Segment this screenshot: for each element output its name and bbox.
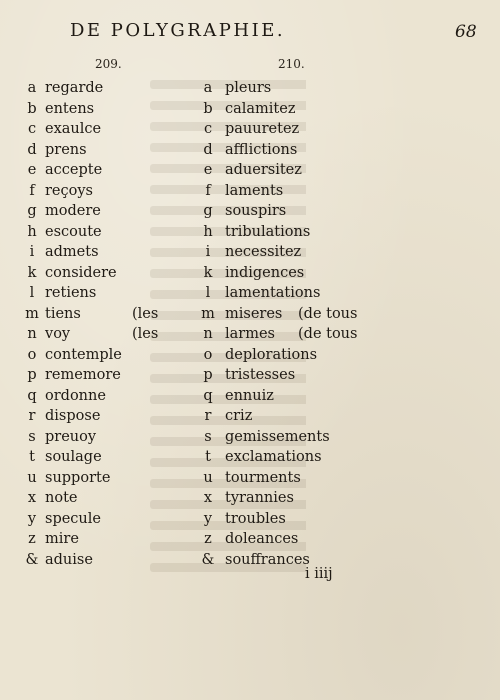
left-key-letter: l [29, 285, 35, 301]
right-key-letter: i [205, 244, 211, 260]
folio-number: 68 [455, 22, 477, 42]
table-row [0, 78, 500, 99]
right-cipher-word: larmes [225, 326, 275, 342]
right-cipher-word: tristesses [225, 367, 296, 383]
table-row [0, 488, 500, 509]
right-key-letter: f [205, 182, 211, 199]
left-key-letter: x [27, 490, 37, 506]
table-row [0, 201, 500, 222]
left-key-letter: n [27, 326, 37, 342]
table-row [0, 222, 500, 243]
table-row [0, 324, 500, 345]
right-key-letter: x [203, 490, 213, 506]
right-cipher-word: lamentations [225, 285, 321, 301]
right-cipher-word: pauuretez [225, 121, 300, 137]
right-key-letter: p [203, 367, 213, 383]
signature-mark: i iiij [305, 566, 333, 582]
table-row [0, 345, 500, 366]
table-number-left: 209. [95, 57, 122, 71]
left-cipher-word: reçoys [45, 182, 93, 199]
left-key-letter: i [29, 244, 35, 260]
left-cipher-word: ordonne [45, 387, 106, 404]
table-row [0, 468, 500, 489]
left-bracket-note: (les [132, 305, 159, 322]
left-cipher-word: accepte [45, 162, 103, 178]
right-key-letter: g [203, 203, 213, 219]
right-key-letter: k [203, 264, 213, 281]
running-title: DE POLYGRAPHIE. [70, 20, 286, 41]
right-cipher-word: calamitez [225, 100, 296, 117]
right-key-letter: l [205, 285, 211, 301]
right-cipher-word: gemissements [225, 428, 330, 445]
left-key-letter: h [27, 223, 37, 240]
table-row [0, 304, 500, 325]
right-key-letter: r [204, 408, 212, 424]
left-key-letter: e [27, 162, 37, 178]
right-key-letter: n [203, 326, 213, 342]
right-key-letter: m [201, 305, 215, 322]
left-key-letter: o [27, 346, 37, 363]
right-key-letter: o [203, 346, 213, 363]
right-cipher-word: tyrannies [225, 490, 294, 506]
table-row [0, 529, 500, 550]
right-cipher-word: souffrances [225, 551, 310, 568]
left-key-letter: c [27, 121, 37, 137]
left-key-letter: u [27, 469, 37, 486]
table-row [0, 427, 500, 448]
table-row [0, 283, 500, 304]
left-cipher-word: contemple [45, 346, 122, 363]
table-row [0, 509, 500, 530]
left-cipher-word: considere [45, 264, 117, 281]
right-bracket-note: (de tous [298, 305, 358, 322]
left-cipher-word: escoute [45, 223, 102, 240]
left-key-letter: d [27, 141, 37, 158]
right-cipher-word: necessitez [225, 244, 302, 260]
left-cipher-word: voy [45, 326, 71, 342]
right-key-letter: s [204, 428, 212, 445]
table-row [0, 447, 500, 468]
left-cipher-word: admets [45, 244, 99, 260]
right-bracket-note: (de tous [298, 326, 358, 342]
right-key-letter: y [203, 510, 213, 527]
table-number-right: 210. [278, 57, 305, 71]
left-key-letter: k [27, 264, 37, 281]
right-cipher-word: aduersitez [225, 162, 302, 178]
right-cipher-word: tourments [225, 469, 301, 486]
left-cipher-word: regarde [45, 80, 104, 96]
left-cipher-word: preuoy [45, 428, 97, 445]
left-cipher-word: supporte [45, 469, 111, 486]
left-key-letter: z [28, 531, 36, 547]
table-row [0, 365, 500, 386]
table-row [0, 550, 500, 571]
left-cipher-word: modere [45, 203, 101, 219]
right-cipher-word: criz [225, 408, 253, 424]
left-key-letter: p [27, 367, 37, 383]
left-key-letter: g [27, 203, 37, 219]
left-key-letter: q [27, 387, 37, 404]
right-cipher-word: ennuiz [225, 387, 274, 404]
right-cipher-word: exclamations [225, 449, 322, 465]
right-cipher-word: pleurs [225, 80, 272, 96]
left-cipher-word: dispose [45, 408, 101, 424]
left-key-letter: m [25, 305, 39, 322]
left-cipher-word: soulage [45, 449, 102, 465]
right-cipher-word: indigences [225, 264, 305, 281]
left-key-letter: y [27, 510, 37, 527]
table-row [0, 181, 500, 202]
left-cipher-word: prens [45, 141, 87, 158]
right-key-letter: a [203, 80, 213, 96]
right-key-letter: z [204, 531, 212, 547]
right-key-letter: d [203, 141, 213, 158]
left-cipher-word: specule [45, 510, 101, 527]
table-row [0, 160, 500, 181]
right-key-letter: b [203, 100, 213, 117]
table-row [0, 140, 500, 161]
right-cipher-word: laments [225, 182, 284, 199]
left-cipher-word: exaulce [45, 121, 102, 137]
right-cipher-word: afflictions [225, 141, 298, 158]
table-row [0, 406, 500, 427]
right-key-letter: & [201, 551, 215, 568]
left-cipher-word: tiens [45, 305, 81, 322]
left-key-letter: t [29, 449, 35, 465]
left-key-letter: f [29, 182, 35, 199]
left-cipher-word: note [45, 490, 78, 506]
left-cipher-word: mire [45, 531, 79, 547]
right-key-letter: e [203, 162, 213, 178]
left-cipher-word: rememore [45, 367, 121, 383]
left-key-letter: s [28, 428, 36, 445]
left-key-letter: b [27, 100, 37, 117]
table-row [0, 242, 500, 263]
right-key-letter: q [203, 387, 213, 404]
left-key-letter: a [27, 80, 37, 96]
right-key-letter: t [205, 449, 211, 465]
right-cipher-word: tribulations [225, 223, 311, 240]
left-cipher-word: aduise [45, 551, 93, 568]
right-key-letter: c [203, 121, 213, 137]
right-cipher-word: deplorations [225, 346, 318, 363]
left-cipher-word: entens [45, 100, 95, 117]
left-key-letter: r [28, 408, 36, 424]
right-cipher-word: souspirs [225, 203, 287, 219]
table-row [0, 119, 500, 140]
right-key-letter: h [203, 223, 213, 240]
right-key-letter: u [203, 469, 213, 486]
table-row [0, 263, 500, 284]
right-cipher-word: miseres [225, 305, 283, 322]
right-cipher-word: doleances [225, 531, 299, 547]
right-cipher-word: troubles [225, 510, 286, 527]
left-cipher-word: retiens [45, 285, 97, 301]
cipher-table [0, 78, 500, 570]
left-bracket-note: (les [132, 326, 159, 342]
left-key-letter: & [25, 551, 39, 568]
table-row [0, 99, 500, 120]
table-row [0, 386, 500, 407]
